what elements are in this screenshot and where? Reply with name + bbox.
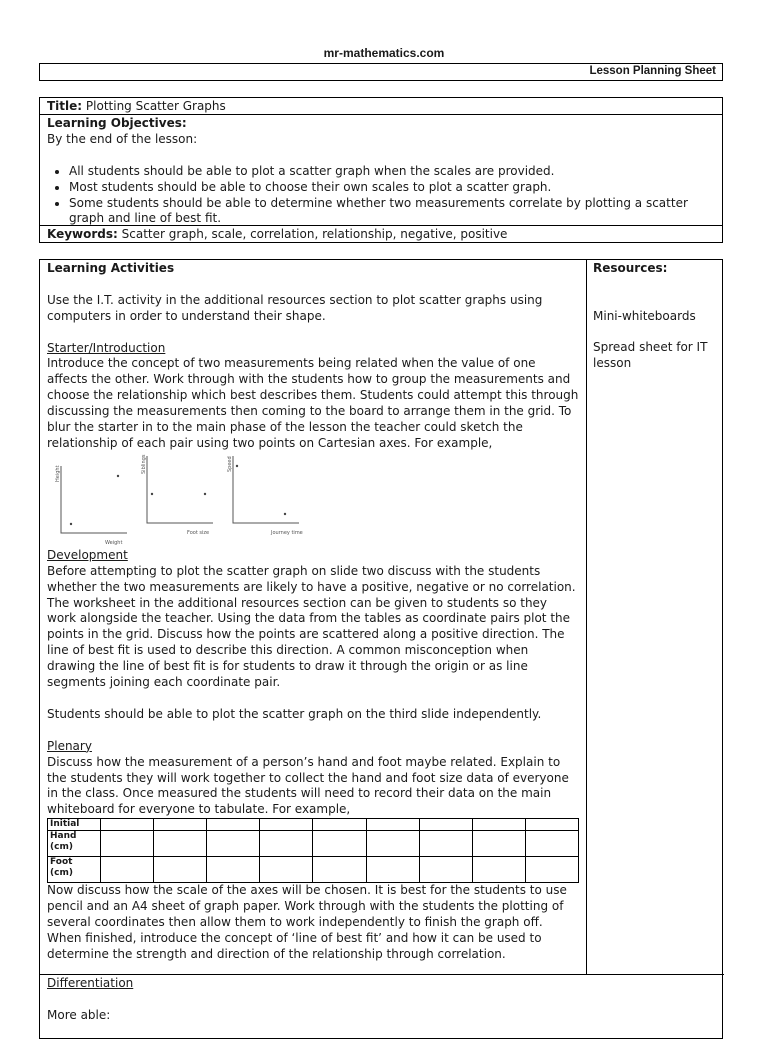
scale-text: Now discuss how the scale of the axes will be chosen. It is best for the students to use pencil and an A4 sheet of graph paper. Work through with the students the plotting of several coordinates then allow them to work independently to finish the graph off. When finished, introduce the concept of ‘line of best fit’ and how it can be used to determine the strength and direction of the relationship through correlation. [47,883,567,961]
sketch-point [204,493,206,495]
objective-item: • All students should be able to plot a scatter graph when the scales are provided. [69,164,715,180]
resource-item: Mini-whiteboards [593,308,696,323]
title-value: Plotting Scatter Graphs [85,99,226,113]
more-able-label: More able: [47,1007,111,1022]
relationship-sketches [47,452,579,548]
sketch-point [284,513,286,515]
activities-table [39,259,723,1039]
sketch-axis [233,456,299,523]
table-row [48,831,579,857]
development-text: Before attempting to plot the scatter graph on slide two discuss with the students whether the two measurements are likely to have a positive, negative or no correlation. The worksheet in the additional resources section can be given to students so they work alongside the teacher. Using the data from the tables as coordinate pairs plot the points in the grid. Discuss how the points are scattered along a positive direction. The line of best fit is used to describe this direction. A common misconception when drawing the line of best fit is for students to draw it through the origin or as line segments joining each coordinate pair. [47,563,576,690]
starter-text: Introduce the concept of two measurements being related when the value of one affects the other. Work through with the students how to group the measurements and choose the relationship which best describes them. Students could attempt this through discussing the measurements then coming to the board to arrange them in the grid. To blur the starter in to the main phase of the lesson the teacher could sketch the relationship of each pair using two points on Cartesian axes. For example, [47,356,579,450]
sketch-point [151,493,153,495]
sketch-ylabel: Speed [227,456,233,472]
objectives-label: Learning Objectives: [47,116,187,130]
hand-foot-table [47,818,579,883]
sketch-xlabel: Journey time [271,529,303,536]
sketch-axes [47,452,579,548]
table-row [48,857,579,883]
it-activity-text: Use the I.T. activity in the additional resources section to plot scatter graphs using computers in order to understand their shape. [47,292,543,323]
row-label: Foot (cm) [48,857,101,883]
keywords-row [39,225,723,243]
resources-column [593,261,718,372]
site-url: mr-mathematics.com [323,46,445,60]
activities-heading: Learning Activities [47,261,175,275]
resources-heading: Resources: [593,261,668,275]
objectives-list [47,164,715,228]
differentiation-heading: Differentiation [47,976,134,990]
resource-item: Spread sheet for IT lesson [593,340,708,371]
keywords-label: Keywords: [47,227,118,241]
sketch-axis [147,456,213,523]
sketch-xlabel: Foot size [187,529,210,536]
sketch-ylabel: Height [55,465,61,482]
objectives-section [39,114,723,226]
learning-activities-column [47,261,579,963]
row-label: Hand (cm) [48,831,101,857]
independent-text: Students should be able to plot the scatter graph on the third slide independently. [47,706,542,721]
differentiation-section [47,976,707,1024]
objectives-intro: By the end of the lesson: [47,131,198,146]
lesson-planning-header: Lesson Planning Sheet [39,63,723,81]
sketch-point [117,475,119,477]
sketch-point [70,523,72,525]
title-label: Title: [47,99,83,113]
table-row [48,819,579,831]
row-label: Initial [48,819,101,831]
keywords-value: Scatter graph, scale, correlation, relationship, negative, positive [121,227,508,241]
sketch-xlabel: Weight [105,539,123,546]
title-row [39,97,723,115]
sketch-ylabel: Siblings [141,454,147,474]
plenary-text: Discuss how the measurement of a person’s hand and foot maybe related. Explain to the students they will work together to collect the hand and foot size data of everyone in the class. Once measured the students will need to record their data on the main whiteboard for everyone to tabulate. For example, [47,754,569,817]
development-heading: Development [47,547,128,562]
objective-item: • Some students should be able to determine whether two measurements correlate by plotting a scatter graph and line of best fit. [69,196,715,228]
objective-item: • Most students should be able to choose their own scales to plot a scatter graph. [69,180,715,196]
starter-heading: Starter/Introduction [47,340,166,355]
plenary-heading: Plenary [47,738,92,753]
